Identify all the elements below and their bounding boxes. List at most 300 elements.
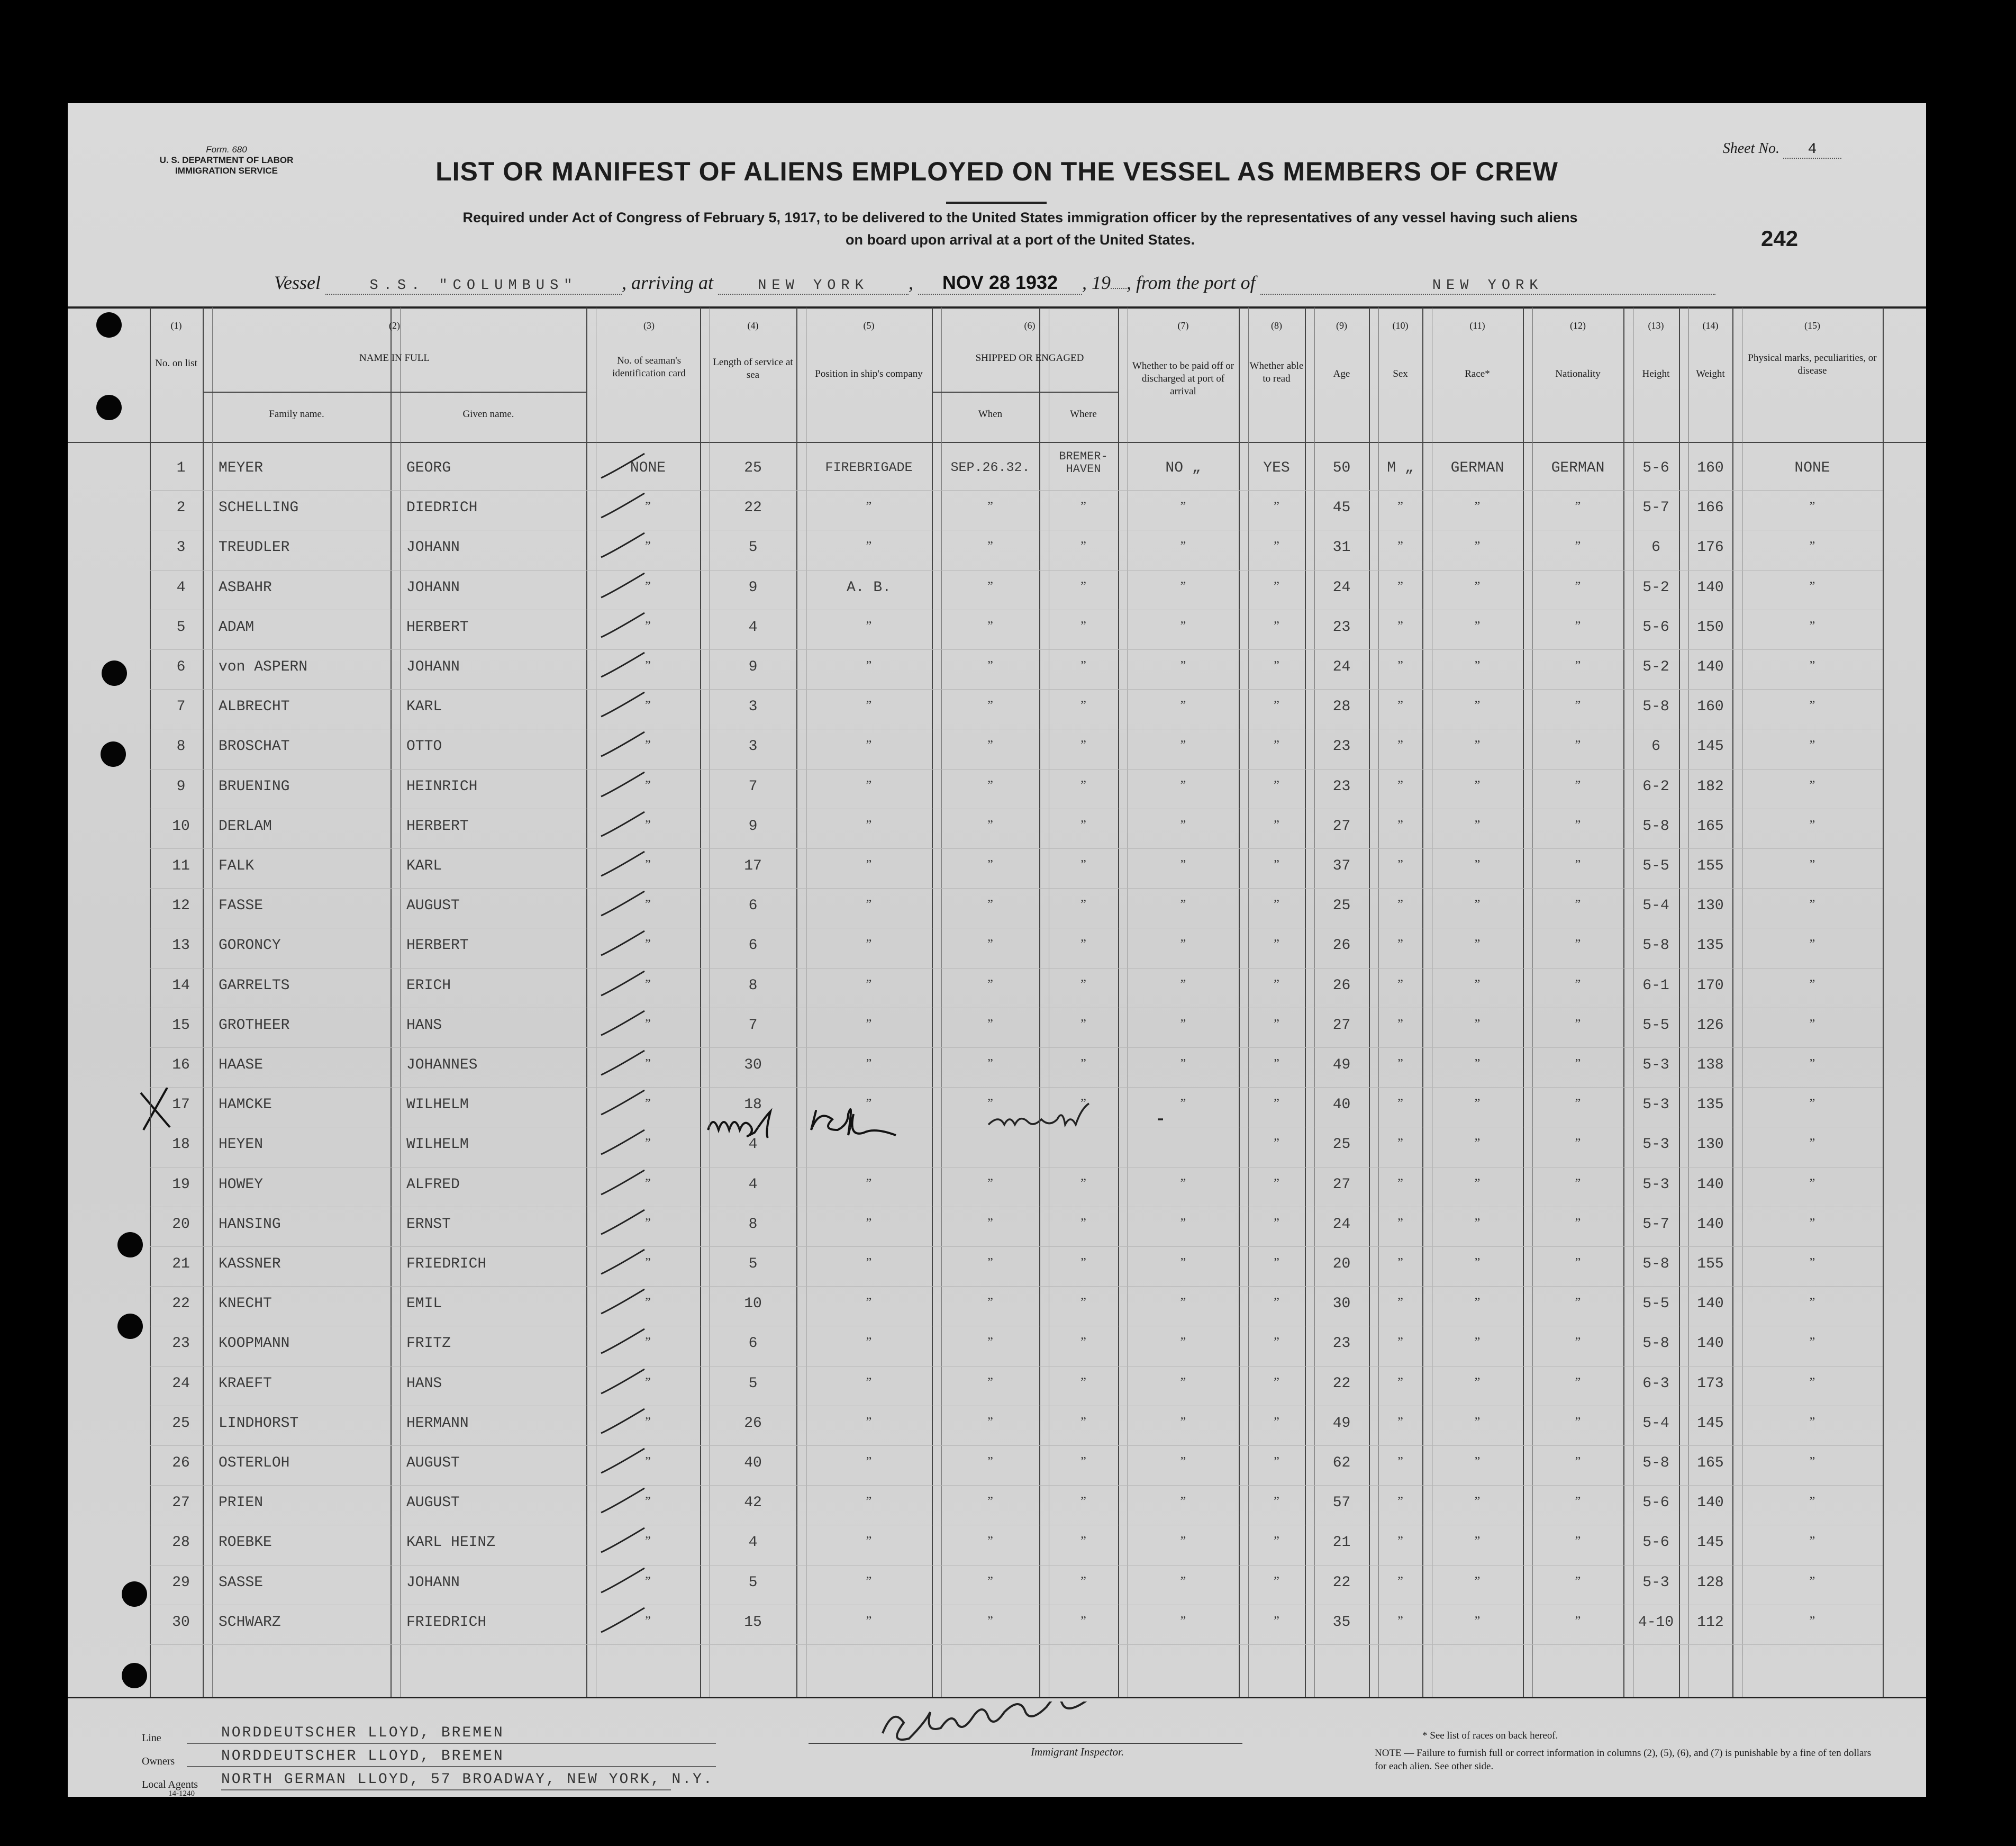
cell-service: 4: [748, 619, 758, 636]
cell-read: ”: [1274, 659, 1279, 673]
cell-weight: 176: [1697, 539, 1724, 556]
cell-family: GROTHEER: [219, 1017, 290, 1034]
cell-paid: ”: [1180, 1216, 1186, 1230]
from-port: NEW YORK: [1260, 278, 1715, 295]
cell-service: 3: [748, 699, 758, 716]
table-row: [68, 771, 1926, 811]
cell-nationality: ”: [1575, 818, 1581, 832]
cell-read: ”: [1274, 1534, 1279, 1549]
cell-read: ”: [1274, 1296, 1279, 1310]
cell-service: 30: [744, 1057, 762, 1073]
cell-weight: 155: [1697, 858, 1724, 874]
cell-no: 2: [176, 500, 186, 517]
cell-card: ”: [645, 1375, 651, 1389]
cell-marks: ”: [1809, 1256, 1815, 1270]
cell-where: ”: [1080, 858, 1086, 872]
punch-hole: [117, 1314, 143, 1339]
cell-paid: NO „: [1165, 460, 1201, 476]
cell-given: KARL: [406, 858, 442, 874]
cell-age: 30: [1332, 1296, 1351, 1313]
cell-race: ”: [1474, 858, 1481, 872]
cell-given: HERMANN: [406, 1415, 469, 1432]
cell-paid: ”: [1180, 778, 1186, 792]
cell-paid: ”: [1180, 1415, 1186, 1429]
cell-read: ”: [1274, 1176, 1279, 1190]
cell-when: ”: [987, 858, 993, 872]
cell-read: ”: [1274, 1256, 1279, 1270]
cell-family: HAMCKE: [219, 1097, 272, 1114]
cell-family: ADAM: [219, 619, 255, 636]
cell-marks: ”: [1809, 1296, 1815, 1310]
cell-when: ”: [987, 1375, 993, 1389]
cell-nationality: ”: [1575, 1335, 1581, 1350]
cell-age: 22: [1332, 1574, 1351, 1591]
cell-height: 5-7: [1642, 1216, 1669, 1233]
cell-marks: ”: [1809, 619, 1815, 633]
cell-where: ”: [1080, 1176, 1086, 1190]
cell-sex: ”: [1397, 1415, 1403, 1429]
cell-weight: 128: [1697, 1574, 1724, 1591]
cell-height: 5-7: [1642, 500, 1669, 517]
line-value: NORDDEUTSCHER LLOYD, BREMEN: [221, 1725, 504, 1741]
cell-weight: 130: [1697, 1136, 1724, 1153]
check-mark: [597, 1088, 655, 1120]
check-mark: [597, 810, 655, 841]
cell-where: ”: [1080, 1614, 1086, 1628]
cell-no: 3: [176, 539, 186, 556]
cell-given: JOHANNES: [406, 1057, 478, 1073]
cell-weight: 150: [1697, 619, 1724, 636]
cell-nationality: ”: [1575, 1097, 1581, 1111]
cell-marks: ”: [1809, 1017, 1815, 1031]
cell-card: ”: [645, 858, 651, 872]
cell-height: 5-3: [1642, 1176, 1669, 1193]
cell-marks: ”: [1809, 818, 1815, 832]
table-row: [68, 731, 1926, 771]
column-number: (8): [1271, 320, 1282, 331]
cell-nationality: ”: [1575, 1375, 1581, 1389]
cell-card: ”: [645, 1495, 651, 1509]
cell-where: ”: [1080, 1415, 1086, 1429]
cell-height: 5-6: [1642, 460, 1669, 476]
cell-race: ”: [1474, 778, 1481, 792]
cell-service: 7: [748, 1017, 758, 1034]
cell-position: ”: [866, 699, 872, 713]
column-rule: [1039, 392, 1040, 442]
subtitle-line-2: on board upon arrival at a port of the United States.: [845, 232, 1195, 248]
check-mark: [597, 451, 655, 483]
cell-read: ”: [1274, 937, 1279, 952]
cell-height: 5-3: [1642, 1574, 1669, 1591]
cell-race: ”: [1474, 1097, 1481, 1111]
cell-race: ”: [1474, 500, 1481, 514]
check-mark: [597, 1526, 655, 1558]
cell-when: ”: [987, 1017, 993, 1031]
table-row: [68, 1049, 1926, 1089]
cell-weight: 140: [1697, 1296, 1724, 1313]
cell-race: ”: [1474, 1455, 1481, 1469]
column-number: (2): [389, 320, 400, 331]
cell-weight: 160: [1697, 460, 1724, 476]
table-row: [68, 1169, 1926, 1209]
cell-where: ”: [1080, 500, 1086, 514]
cell-given: JOHANN: [406, 659, 460, 675]
cell-age: 49: [1332, 1415, 1351, 1432]
cell-weight: 140: [1697, 1335, 1724, 1352]
cell-age: 25: [1332, 898, 1351, 915]
cell-sex: M „: [1387, 460, 1414, 476]
cell-position: ”: [866, 619, 872, 633]
cell-age: 27: [1332, 818, 1351, 835]
column-header: Race*: [1465, 368, 1490, 379]
footnotes: [1375, 1729, 1877, 1773]
cell-marks: ”: [1809, 699, 1815, 713]
owners-value: NORDDEUTSCHER LLOYD, BREMEN: [221, 1748, 504, 1764]
cell-given: JOHANN: [406, 539, 460, 556]
cell-race: ”: [1474, 1574, 1481, 1588]
column-subheader: Where: [1070, 409, 1097, 420]
cell-marks: NONE: [1794, 460, 1830, 476]
cell-paid: ”: [1180, 579, 1186, 593]
cell-age: 23: [1332, 619, 1351, 636]
cell-race: ”: [1474, 898, 1481, 912]
cell-card: ”: [645, 1614, 651, 1628]
cell-given: AUGUST: [406, 1495, 460, 1512]
cell-height: 5-8: [1642, 818, 1669, 835]
cell-race: ”: [1474, 1057, 1481, 1071]
check-mark: [597, 1128, 655, 1160]
cell-race: ”: [1474, 1614, 1481, 1628]
check-mark: [597, 611, 655, 643]
cell-where: ”: [1080, 1216, 1086, 1230]
cell-age: 23: [1332, 778, 1351, 795]
cell-card: ”: [645, 898, 651, 912]
cell-family: HEYEN: [219, 1136, 264, 1153]
cell-sex: ”: [1397, 1495, 1403, 1509]
cell-sex: ”: [1397, 937, 1403, 952]
cell-height: 5-2: [1642, 659, 1669, 675]
cell-read: ”: [1274, 1455, 1279, 1469]
cell-no: 29: [172, 1574, 190, 1591]
cell-where: ”: [1080, 1574, 1086, 1588]
cell-weight: 140: [1697, 659, 1724, 675]
cell-no: 11: [172, 858, 190, 874]
cell-position: ”: [866, 1614, 872, 1628]
cell-card: ”: [645, 1057, 651, 1071]
cell-sex: ”: [1397, 1057, 1403, 1071]
cell-given: ALFRED: [406, 1176, 460, 1193]
department-name: U. S. DEPARTMENT OF LABOR: [159, 155, 294, 165]
cell-age: 24: [1332, 659, 1351, 675]
column-number: (6): [1024, 320, 1036, 331]
table-row: [68, 1567, 1926, 1607]
cell-sex: ”: [1397, 738, 1403, 753]
cell-card: ”: [645, 937, 651, 952]
cell-height: 5-8: [1642, 937, 1669, 954]
cell-height: 5-5: [1642, 858, 1669, 874]
cell-paid: ”: [1180, 1057, 1186, 1071]
cell-family: HANSING: [219, 1216, 281, 1233]
column-header: SHIPPED OR ENGAGED: [975, 352, 1084, 364]
cell-where: ”: [1080, 738, 1086, 753]
cell-family: HAASE: [219, 1057, 264, 1073]
cell-given: FRITZ: [406, 1335, 451, 1352]
cell-when: ”: [987, 1495, 993, 1509]
column-header: Nationality: [1555, 368, 1601, 379]
cell-race: ”: [1474, 1176, 1481, 1190]
cell-no: 23: [172, 1335, 190, 1352]
cell-height: 5-4: [1642, 1415, 1669, 1432]
cell-when: ”: [987, 500, 993, 514]
cell-age: 49: [1332, 1057, 1351, 1073]
cell-height: 5-3: [1642, 1057, 1669, 1073]
cell-card: ”: [645, 500, 651, 514]
manifest-sheet: [68, 103, 1926, 1797]
cell-position: ”: [866, 500, 872, 514]
cell-when: ”: [987, 898, 993, 912]
title-rule: [946, 202, 1047, 204]
table-row: [68, 970, 1926, 1010]
cell-card: ”: [645, 1176, 651, 1190]
cell-paid: ”: [1180, 818, 1186, 832]
cell-where: ”: [1080, 699, 1086, 713]
cell-paid: ”: [1180, 539, 1186, 554]
cell-age: 27: [1332, 1176, 1351, 1193]
punch-hole: [96, 395, 122, 420]
cell-no: 22: [172, 1296, 190, 1313]
column-number: (4): [747, 320, 759, 331]
cell-family: KOOPMANN: [219, 1335, 290, 1352]
cell-no: 7: [176, 699, 186, 716]
vessel-label: Vessel: [274, 272, 321, 293]
cell-service: 18: [744, 1097, 762, 1114]
cell-weight: 140: [1697, 579, 1724, 596]
cell-race: ”: [1474, 539, 1481, 554]
cell-sex: ”: [1397, 1176, 1403, 1190]
cell-weight: 130: [1697, 898, 1724, 915]
page-title: LIST OR MANIFEST OF ALIENS EMPLOYED ON THE VESSEL AS MEMBERS OF CREW: [435, 157, 1558, 186]
cell-where: ”: [1080, 1256, 1086, 1270]
cell-service: 6: [748, 898, 758, 915]
check-mark: [597, 1606, 655, 1637]
cell-height: 6-2: [1642, 778, 1669, 795]
cell-read: ”: [1274, 1017, 1279, 1031]
punch-hole: [122, 1663, 147, 1688]
cell-service: 5: [748, 539, 758, 556]
cell-race: ”: [1474, 1415, 1481, 1429]
punch-hole: [102, 660, 127, 686]
check-mark: [597, 1566, 655, 1598]
cell-paid: ”: [1180, 619, 1186, 633]
table-row: [68, 450, 1926, 492]
cell-where: ”: [1080, 1296, 1086, 1310]
page-subtitle: [279, 206, 1761, 251]
cell-sex: ”: [1397, 898, 1403, 912]
cell-given: GEORG: [406, 460, 451, 476]
cell-position: ”: [866, 1574, 872, 1588]
cell-paid: ”: [1180, 1017, 1186, 1031]
cell-marks: ”: [1809, 778, 1815, 792]
table-row: [68, 1010, 1926, 1049]
cell-marks: ”: [1809, 500, 1815, 514]
cell-weight: 135: [1697, 1097, 1724, 1114]
cell-age: 37: [1332, 858, 1351, 874]
cell-race: ”: [1474, 1296, 1481, 1310]
cell-age: 24: [1332, 579, 1351, 596]
cell-where: ”: [1080, 539, 1086, 554]
cell-when: ”: [987, 1176, 993, 1190]
cell-nationality: ”: [1575, 1216, 1581, 1230]
table-row: [68, 930, 1926, 970]
cell-given: DIEDRICH: [406, 500, 478, 517]
cell-card: ”: [645, 1136, 651, 1151]
cell-family: BROSCHAT: [219, 738, 290, 755]
cell-position: FIREBRIGADE: [825, 460, 913, 475]
cell-race: ”: [1474, 1495, 1481, 1509]
cell-where: ”: [1080, 1057, 1086, 1071]
cell-paid: ”: [1180, 1335, 1186, 1350]
cell-nationality: ”: [1575, 1017, 1581, 1031]
cell-height: 5-8: [1642, 1335, 1669, 1352]
cell-given: HANS: [406, 1017, 442, 1034]
cell-no: 25: [172, 1415, 190, 1432]
cell-no: 19: [172, 1176, 190, 1193]
cell-race: ”: [1474, 937, 1481, 952]
cell-nationality: ”: [1575, 1614, 1581, 1628]
cell-where: ”: [1080, 1335, 1086, 1350]
agents-value: NORTH GERMAN LLOYD, 57 BROADWAY, NEW YORK, N.Y.: [221, 1771, 714, 1788]
cell-sex: ”: [1397, 1614, 1403, 1628]
cell-no: 16: [172, 1057, 190, 1073]
cell-age: 62: [1332, 1455, 1351, 1471]
cell-family: OSTERLOH: [219, 1455, 290, 1471]
table-row: [68, 1129, 1926, 1169]
cell-height: 5-3: [1642, 1097, 1669, 1114]
cell-when: ”: [987, 579, 993, 593]
cell-nationality: ”: [1575, 1296, 1581, 1310]
cell-nationality: ”: [1575, 539, 1581, 554]
column-subheader: Family name.: [269, 409, 324, 420]
cell-paid: ”: [1180, 1614, 1186, 1628]
cell-marks: ”: [1809, 1495, 1815, 1509]
check-mark: [597, 929, 655, 961]
cell-marks: ”: [1809, 579, 1815, 593]
cell-marks: ”: [1809, 1136, 1815, 1151]
column-header: NAME IN FULL: [359, 352, 430, 364]
inspector-label: Immigrant Inspector.: [1031, 1745, 1124, 1758]
cell-service: 4: [748, 1136, 758, 1153]
cell-nationality: ”: [1575, 619, 1581, 633]
cell-sex: ”: [1397, 659, 1403, 673]
cell-age: 40: [1332, 1097, 1351, 1114]
check-mark: [597, 1486, 655, 1518]
column-header: No. of seaman's identification card: [612, 355, 686, 379]
cell-nationality: ”: [1575, 1574, 1581, 1588]
cell-read: ”: [1274, 1614, 1279, 1628]
column-subheader: When: [978, 409, 1003, 420]
cell-paid: ”: [1180, 1256, 1186, 1270]
cell-weight: 140: [1697, 1495, 1724, 1512]
column-number: (15): [1804, 320, 1820, 331]
cell-height: 5-8: [1642, 1455, 1669, 1471]
cell-family: BRUENING: [219, 778, 290, 795]
column-number: (5): [863, 320, 875, 331]
cell-weight: 160: [1697, 699, 1724, 716]
check-mark: [597, 650, 655, 682]
arriving-port: NEW YORK: [718, 278, 909, 295]
cell-height: 5-6: [1642, 1534, 1669, 1551]
cell-height: 6: [1651, 539, 1660, 556]
cell-no: 5: [176, 619, 186, 636]
cell-weight: 170: [1697, 977, 1724, 994]
sheet-number-label: Sheet No.: [1722, 140, 1779, 157]
cell-family: LINDHORST: [219, 1415, 299, 1432]
cell-position: ”: [866, 898, 872, 912]
table-row: [68, 612, 1926, 651]
cell-race: ”: [1474, 1534, 1481, 1549]
column-number: (12): [1570, 320, 1586, 331]
cell-family: von ASPERN: [219, 659, 308, 675]
cell-service: 42: [744, 1495, 762, 1512]
cell-paid: ”: [1180, 500, 1186, 514]
cell-family: GORONCY: [219, 937, 281, 954]
cell-service: 25: [744, 460, 762, 476]
cell-position: ”: [866, 1534, 872, 1549]
cell-card: ”: [645, 778, 651, 792]
cell-nationality: ”: [1575, 778, 1581, 792]
cell-read: ”: [1274, 699, 1279, 713]
cell-where: ”: [1080, 579, 1086, 593]
cell-family: GARRELTS: [219, 977, 290, 994]
cell-race: ”: [1474, 1335, 1481, 1350]
cell-paid: ”: [1180, 1097, 1186, 1111]
cell-sex: ”: [1397, 699, 1403, 713]
cell-no: 4: [176, 579, 186, 596]
cell-sex: ”: [1397, 1534, 1403, 1549]
cell-when: ”: [987, 619, 993, 633]
cell-family: FASSE: [219, 898, 264, 915]
column-header: Physical marks, peculiarities, or disease: [1748, 352, 1877, 376]
cell-height: 5-6: [1642, 619, 1669, 636]
cell-no: 18: [172, 1136, 190, 1153]
cell-where: ”: [1080, 1017, 1086, 1031]
cell-card: ”: [645, 699, 651, 713]
cell-height: 6: [1651, 738, 1660, 755]
cell-sex: ”: [1397, 579, 1403, 593]
check-mark: [597, 1168, 655, 1200]
column-header: Whether able to read: [1249, 360, 1304, 384]
cell-service: 9: [748, 579, 758, 596]
cell-sex: ”: [1397, 539, 1403, 554]
cell-read: ”: [1274, 619, 1279, 633]
column-number: (10): [1392, 320, 1409, 331]
cell-when: ”: [987, 1534, 993, 1549]
table-top-rule: [68, 306, 1926, 309]
vessel-name: S.S. "COLUMBUS": [325, 278, 622, 295]
cell-nationality: ”: [1575, 1136, 1581, 1151]
cell-sex: ”: [1397, 977, 1403, 991]
column-header: Age: [1333, 368, 1350, 379]
punch-hole: [117, 1232, 143, 1257]
check-mark: [597, 1208, 655, 1239]
cell-paid: ”: [1180, 1455, 1186, 1469]
cell-paid: ”: [1180, 858, 1186, 872]
cell-paid: ”: [1180, 1176, 1186, 1190]
cell-no: 26: [172, 1455, 190, 1471]
cell-given: EMIL: [406, 1296, 442, 1313]
cell-service: 5: [748, 1256, 758, 1272]
cell-family: KRAEFT: [219, 1375, 272, 1392]
